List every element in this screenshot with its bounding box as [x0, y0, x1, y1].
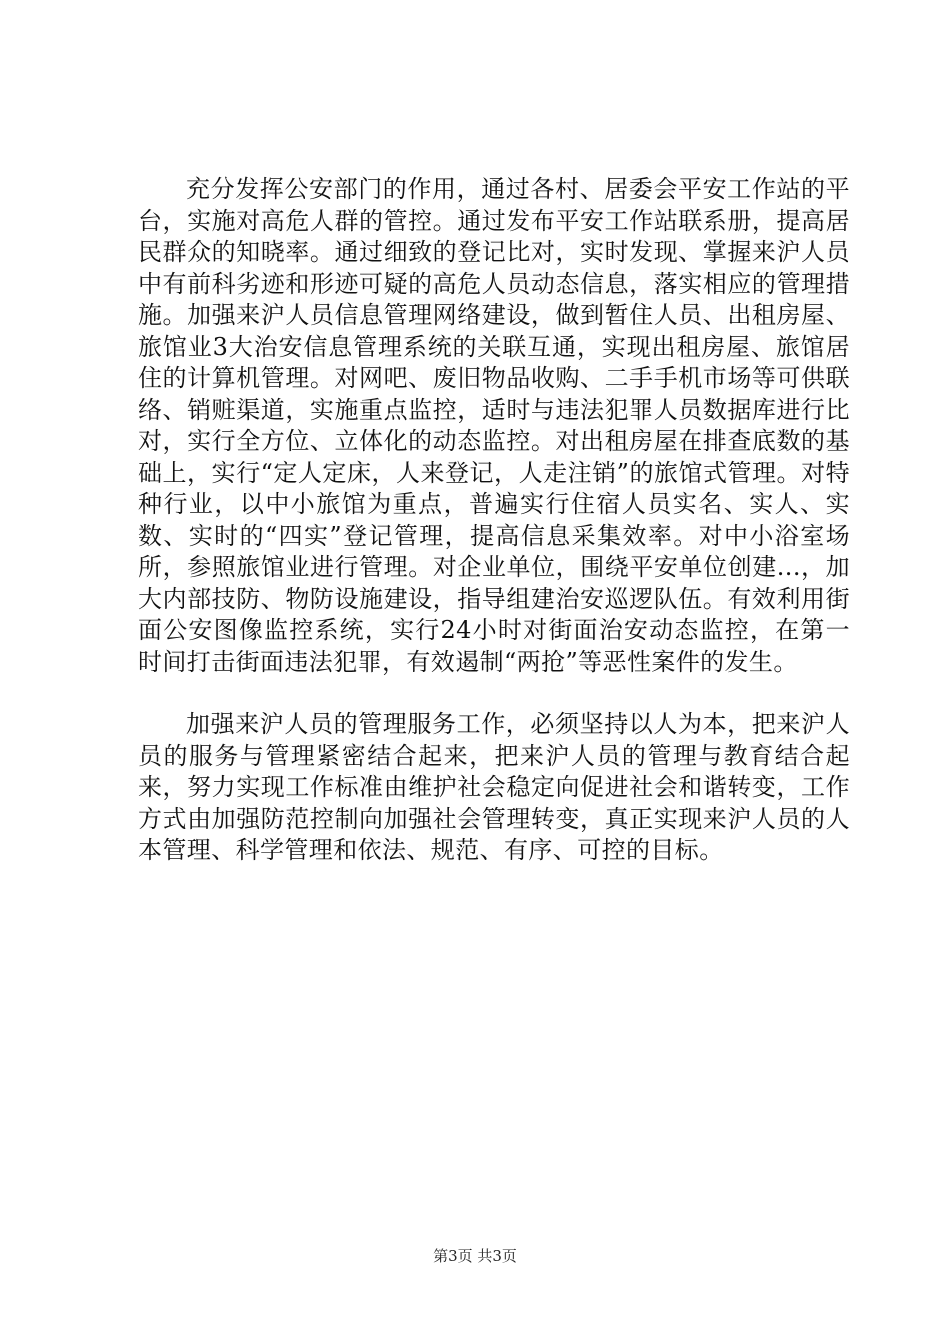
- page-footer: 第3页 共3页: [433, 1247, 517, 1265]
- document-body: [138, 174, 850, 867]
- body-paragraph-2: 加强来沪人员的管理服务工作，必须坚持以人为本，把来沪人员的服务与管理紧密结合起来，把来沪人员的管理与教育结合起来，努力实现工作标准由维护社会稳定向促进社会和谐转变，工作方式由加强防范控制向加强社会管理转变，真正实现来沪人员的人本管理、科学管理和依法、规范、有序、可控的目标。: [138, 710, 850, 864]
- body-paragraph-1: 充分发挥公安部门的作用，通过各村、居委会平安工作站的平台，实施对高危人群的管控。通过发布平安工作站联系册，提高居民群众的知晓率。通过细致的登记比对，实时发现、掌握来沪人员中有前科劣迹和形迹可疑的高危人员动态信息，落实相应的管理措施。加强来沪人员信息管理网络建设，做到暂住人员、出租房屋、旅馆业3大治安信息管理系统的关联互通，实现出租房屋、旅馆居住的计算机管理。对网吧、废旧物品收购、二手手机市场等可供联络、销赃渠道，实施重点监控，适时与违法犯罪人员数据库进行比对，实行全方位、立体化的动态监控。对出租房屋在排查底数的基础上，实行“定人定床，人来登记，人走注销”的旅馆式管理。对特种行业，以中小旅馆为重点，普遍实行住宿人员实名、实人、实数、实时的“四实”登记管理，提高信息采集效率。对中小浴室场所，参照旅馆业进行管理。对企业单位，围绕平安单位创建...，加大内部技防、物防设施建设，指导组建治安巡逻队伍。有效利用街面公安图像监控系统，实行24小时对街面治安动态监控，在第一时间打击街面违法犯罪，有效遏制“两抢”等恶性案件的发生。: [138, 175, 850, 676]
